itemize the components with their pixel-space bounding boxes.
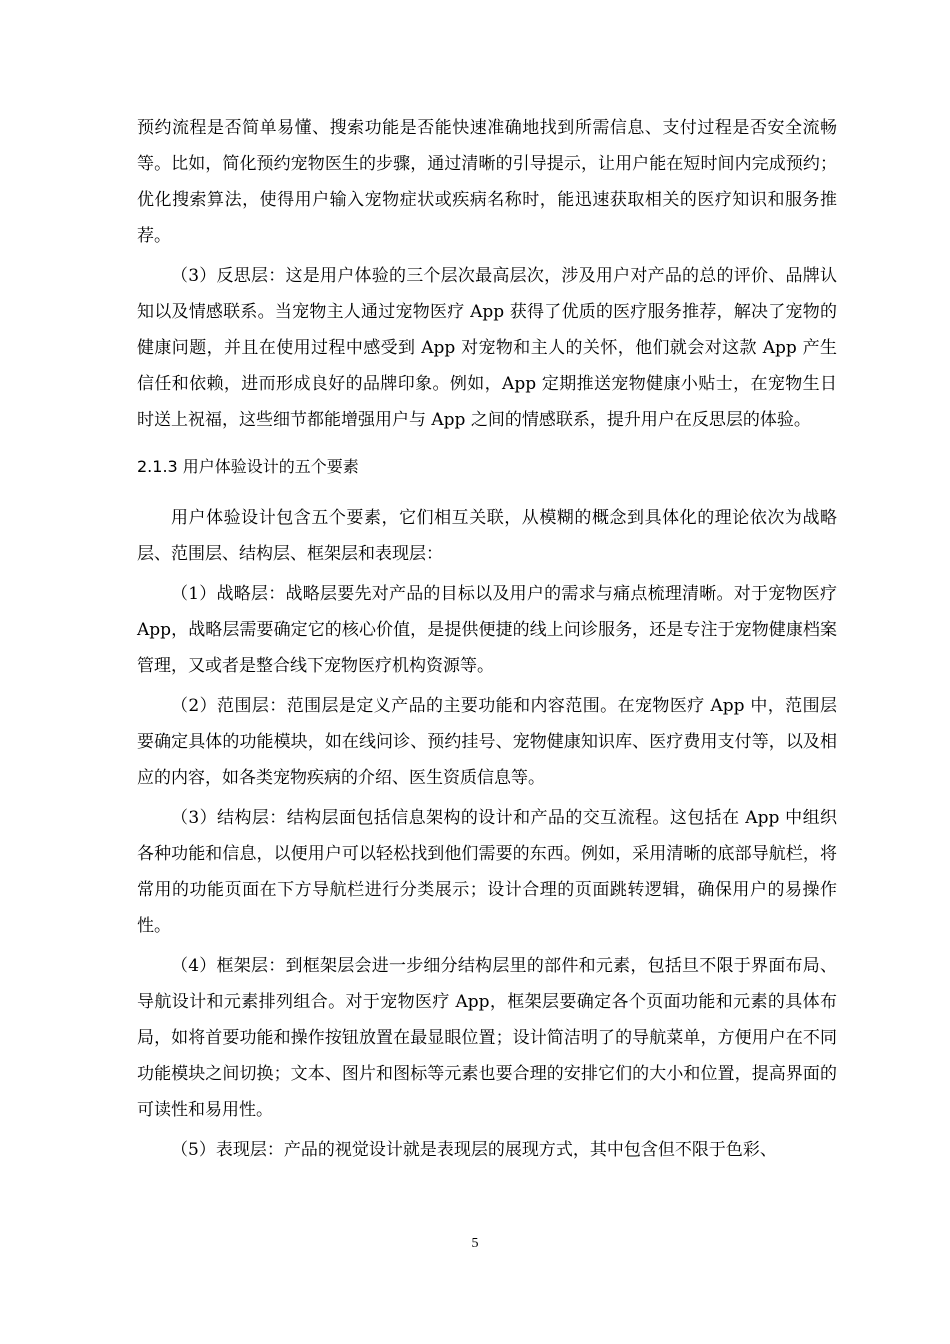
paragraph-scope-layer: （2）范围层：范围层是定义产品的主要功能和内容范围。在宠物医疗 App 中，范围层要确定具体的功能模块，如在线问诊、预约挂号、宠物健康知识库、医疗费用支付等，以及相应的内容，如各类宠物疾病的介绍、医生资质信息等。 [137, 696, 837, 788]
section-heading: 2.1.3 用户体验设计的五个要素 [137, 457, 359, 476]
paragraph-continuation: 预约流程是否简单易懂、搜索功能是否能快速准确地找到所需信息、支付过程是否安全流畅等。比如，简化预约宠物医生的步骤，通过清晰的引导提示，让用户能在短时间内完成预约；优化搜索算法，使得用户输入宠物症状或疾病名称时，能迅速获取相关的医疗知识和服务推荐。 [137, 118, 837, 246]
page-number: 5 [471, 1236, 479, 1251]
paragraph-reflective-layer: （3）反思层：这是用户体验的三个层次最高层次，涉及用户对产品的总的评价、品牌认知以及情感联系。当宠物主人通过宠物医疗 App 获得了优质的医疗服务推荐，解决了宠物的健康问题，并且在使用过程中感受到 App 对宠物和主人的关怀，他们就会对这款 App 产生信任和依赖，进而形成良好的品牌印象。例如，App 定期推送宠物健康小贴士，在宠物生日时送上祝福，这些细节都能增强用户与 App 之间的情感联系，提升用户在反思层的体验。 [137, 266, 837, 430]
page-content [137, 110, 837, 1172]
paragraph-strategy-layer: （1）战略层：战略层要先对产品的目标以及用户的需求与痛点梳理清晰。对于宠物医疗 App，战略层需要确定它的核心价值，是提供便捷的线上问诊服务，还是专注于宠物健康档案管理，又或者是整合线下宠物医疗机构资源等。 [137, 584, 837, 676]
paragraph-skeleton-layer: （4）框架层：到框架层会进一步细分结构层里的部件和元素，包括旦不限于界面布局、导航设计和元素排列组合。对于宠物医疗 App，框架层要确定各个页面功能和元素的具体布局，如将首要功能和操作按钮放置在最显眼位置；设计简洁明了的导航菜单，方便用户在不同功能模块之间切换；文本、图片和图标等元素也要合理的安排它们的大小和位置，提高界面的可读性和易用性。 [137, 956, 837, 1120]
paragraph-structure-layer: （3）结构层：结构层面包括信息架构的设计和产品的交互流程。这包括在 App 中组织各种功能和信息，以便用户可以轻松找到他们需要的东西。例如，采用清晰的底部导航栏，将常用的功能页面在下方导航栏进行分类展示；设计合理的页面跳转逻辑，确保用户的易操作性。 [137, 808, 837, 936]
paragraph-intro: 用户体验设计包含五个要素，它们相互关联，从模糊的概念到具体化的理论依次为战略层、范围层、结构层、框架层和表现层： [137, 508, 837, 564]
paragraph-surface-layer: （5）表现层：产品的视觉设计就是表现层的展现方式，其中包含但不限于色彩、 [171, 1140, 777, 1160]
